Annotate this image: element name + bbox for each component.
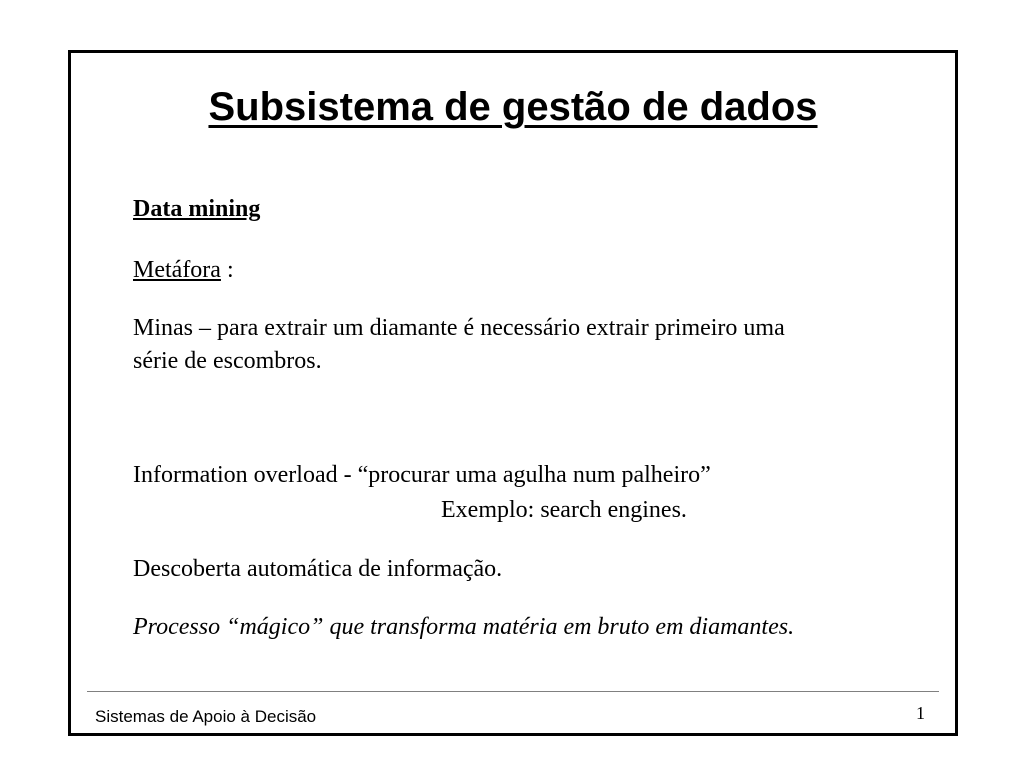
section-heading: Data mining bbox=[133, 196, 261, 222]
metaphor-label: Metáfora bbox=[133, 257, 221, 283]
footer-divider bbox=[87, 691, 939, 692]
metaphor-colon: : bbox=[220, 257, 234, 283]
process-line: Processo “mágico” que transforma matéria em bruto em diamantes. bbox=[133, 614, 795, 640]
example-line: Exemplo: search engines. bbox=[441, 497, 687, 523]
discovery-line: Descoberta automática de informação. bbox=[133, 556, 503, 582]
footer-course: Sistemas de Apoio à Decisão bbox=[95, 707, 317, 726]
page-number: 1 bbox=[916, 703, 925, 723]
slide bbox=[68, 50, 958, 736]
mines-line-2: série de escombros. bbox=[133, 348, 322, 374]
overload-line: Information overload - “procurar uma agulha num palheiro” bbox=[133, 462, 711, 488]
metaphor-line bbox=[133, 254, 234, 287]
slide-title: Subsistema de gestão de dados bbox=[208, 85, 818, 129]
mines-line-1: Minas – para extrair um diamante é necessário extrair primeiro uma bbox=[133, 315, 785, 341]
